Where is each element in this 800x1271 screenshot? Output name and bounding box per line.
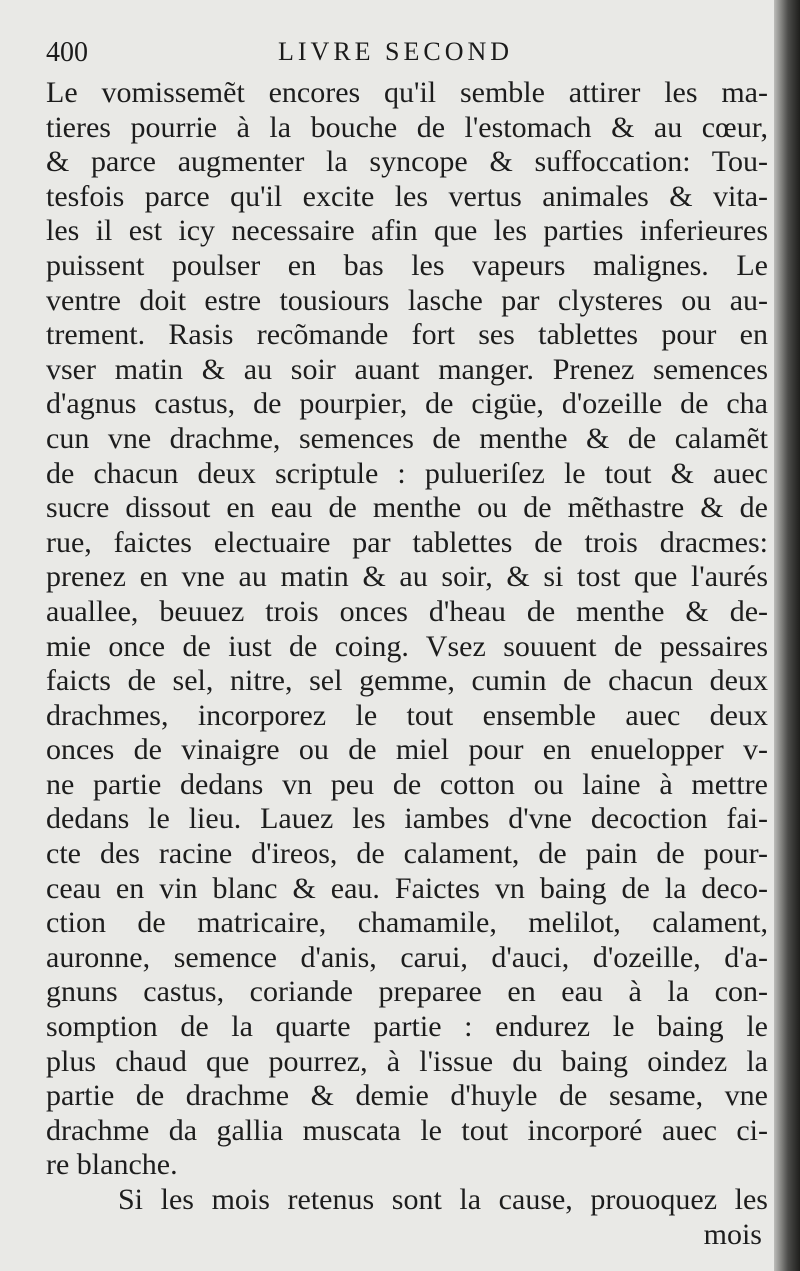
text-line: rue, faictes electuaire par tablettes de trois dracmes: bbox=[46, 525, 768, 559]
text-line: mie once de iust de coing. Vsez souuent de pessaires bbox=[46, 629, 768, 663]
text-line: vser matin & au soir auant manger. Prenez semences bbox=[46, 352, 768, 386]
text-line: drachme da gallia muscata le tout incorporé auec ci- bbox=[46, 1113, 768, 1147]
text-line: re blanche. bbox=[46, 1148, 178, 1182]
text-line: partie de drachme & demie d'huyle de sesame, vne bbox=[46, 1079, 768, 1113]
text-line: Si les mois retenus sont la cause, prouoquez les bbox=[118, 1183, 768, 1216]
text-line: trement. Rasis recõmande fort ses tablettes pour en bbox=[46, 318, 768, 352]
text-line: auallee, beuuez trois onces d'heau de menthe & de- bbox=[46, 594, 768, 628]
text-line: cun vne drachme, semences de menthe & de calamẽt bbox=[46, 421, 768, 455]
text-line: tesfois parce qu'il excite les vertus animales & vita- bbox=[46, 179, 768, 213]
text-line: ction de matricaire, chamamile, melilot, calament, bbox=[46, 906, 768, 940]
page-number: 400 bbox=[46, 37, 88, 68]
text-line: cte des racine d'ireos, de calament, de pain de pour- bbox=[46, 837, 768, 871]
page-gutter-shadow bbox=[774, 0, 800, 1271]
catchword: mois bbox=[703, 1217, 762, 1251]
text-line: auronne, semence d'anis, carui, d'auci, d'ozeille, d'a- bbox=[46, 940, 768, 974]
body-text bbox=[46, 76, 768, 1252]
text-line: sucre dissout en eau de menthe ou de mẽthastre & de bbox=[46, 491, 768, 525]
text-line: ceau en vin blanc & eau. Faictes vn baing de la deco- bbox=[46, 871, 768, 905]
text-line: plus chaud que pourrez, à l'issue du baing oindez la bbox=[46, 1044, 768, 1078]
text-line: ne partie dedans vn peu de cotton ou laine à mettre bbox=[46, 767, 768, 801]
text-line: dedans le lieu. Lauez les iambes d'vne decoction fai- bbox=[46, 802, 768, 836]
text-line: prenez en vne au matin & au soir, & si tost que l'aurés bbox=[46, 560, 768, 594]
text-line: de chacun deux scriptule : pulueriſez le tout & auec bbox=[46, 456, 768, 490]
text-line: Le vomissemẽt encores qu'il semble attirer les ma- bbox=[46, 76, 768, 109]
text-line: drachmes, incorporez le tout ensemble auec deux bbox=[46, 698, 768, 732]
running-title: LIVRE SECOND bbox=[278, 37, 514, 66]
text-line: puissent poulser en bas les vapeurs malignes. Le bbox=[46, 248, 768, 282]
text-line: les il est icy necessaire afin que les parties inferieures bbox=[46, 214, 768, 248]
text-line: d'agnus castus, de pourpier, de cigüe, d'ozeille de cha bbox=[46, 387, 768, 421]
page-header bbox=[46, 37, 746, 73]
text-line: onces de vinaigre ou de miel pour en enuelopper v- bbox=[46, 733, 768, 767]
text-line: tieres pourrie à la bouche de l'estomach & au cœur, bbox=[46, 110, 768, 144]
text-line: faicts de sel, nitre, sel gemme, cumin de chacun deux bbox=[46, 664, 768, 698]
text-line: ventre doit estre tousiours lasche par clysteres ou au- bbox=[46, 283, 768, 317]
text-line: & parce augmenter la syncope & suffoccation: Tou- bbox=[46, 145, 768, 179]
text-line: somption de la quarte partie : endurez le baing le bbox=[46, 1010, 768, 1044]
text-line: gnuns castus, coriande preparee en eau à la con- bbox=[46, 975, 768, 1009]
